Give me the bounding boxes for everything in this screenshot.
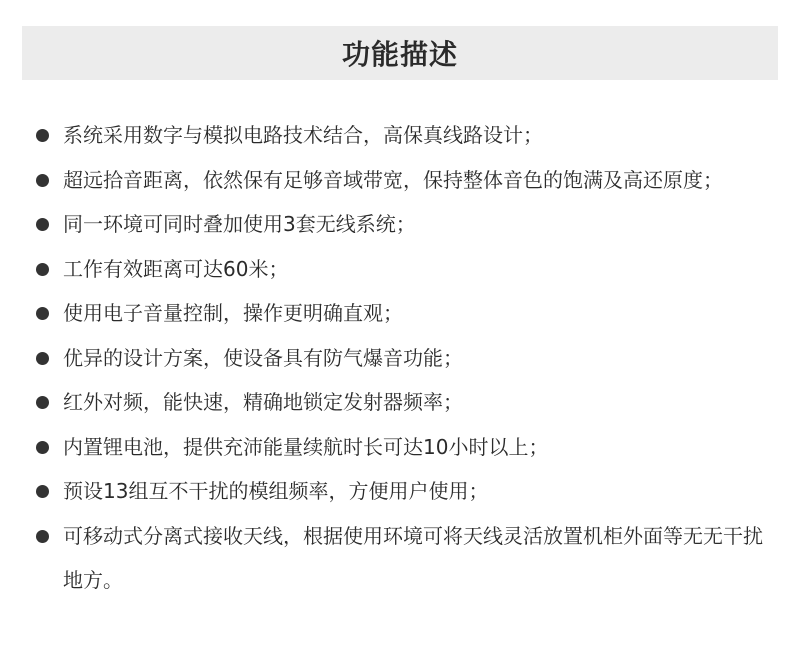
- bullet-icon: [36, 352, 49, 365]
- feature-text: 工作有效距离可达60米；: [63, 256, 289, 281]
- feature-text: 系统采用数字与模拟电路技术结合，高保真线路设计；: [63, 123, 543, 147]
- bullet-icon: [36, 263, 49, 276]
- feature-item: [36, 425, 776, 470]
- feature-item: [36, 247, 776, 292]
- feature-item: [36, 113, 776, 158]
- feature-text: 超远拾音距离，依然保有足够音域带宽，保持整体音色的饱满及高还原度；: [63, 167, 723, 192]
- feature-text: 使用电子音量控制，操作更明确直观；: [63, 301, 403, 325]
- bullet-icon: [36, 174, 49, 187]
- feature-item: [36, 380, 776, 425]
- bullet-icon: [36, 441, 49, 454]
- feature-text: 可移动式分离式接收天线，根据使用环境可将天线灵活放置机柜外面等无无干扰地方。: [63, 523, 763, 592]
- feature-item: [36, 158, 776, 203]
- feature-text: 红外对频，能快速，精确地锁定发射器频率；: [63, 390, 463, 414]
- bullet-icon: [36, 307, 49, 320]
- feature-text: 同一环境可同时叠加使用3套无线系统；: [63, 212, 416, 236]
- feature-item: [36, 469, 776, 514]
- feature-list: [36, 113, 776, 603]
- bullet-icon: [36, 485, 49, 498]
- bullet-icon: [36, 218, 49, 231]
- feature-item: [36, 514, 776, 603]
- feature-item: [36, 202, 776, 247]
- section-title: 功能描述: [341, 38, 458, 71]
- feature-item: [36, 336, 776, 381]
- feature-text: 优异的设计方案，使设备具有防气爆音功能；: [63, 345, 463, 370]
- bullet-icon: [36, 396, 49, 409]
- bullet-icon: [36, 530, 49, 543]
- feature-text: 预设13组互不干扰的模组频率，方便用户使用；: [63, 479, 489, 503]
- feature-text: 内置锂电池，提供充沛能量续航时长可达10小时以上；: [63, 434, 549, 459]
- bullet-icon: [36, 129, 49, 142]
- section-header: [22, 26, 778, 80]
- feature-item: [36, 291, 776, 336]
